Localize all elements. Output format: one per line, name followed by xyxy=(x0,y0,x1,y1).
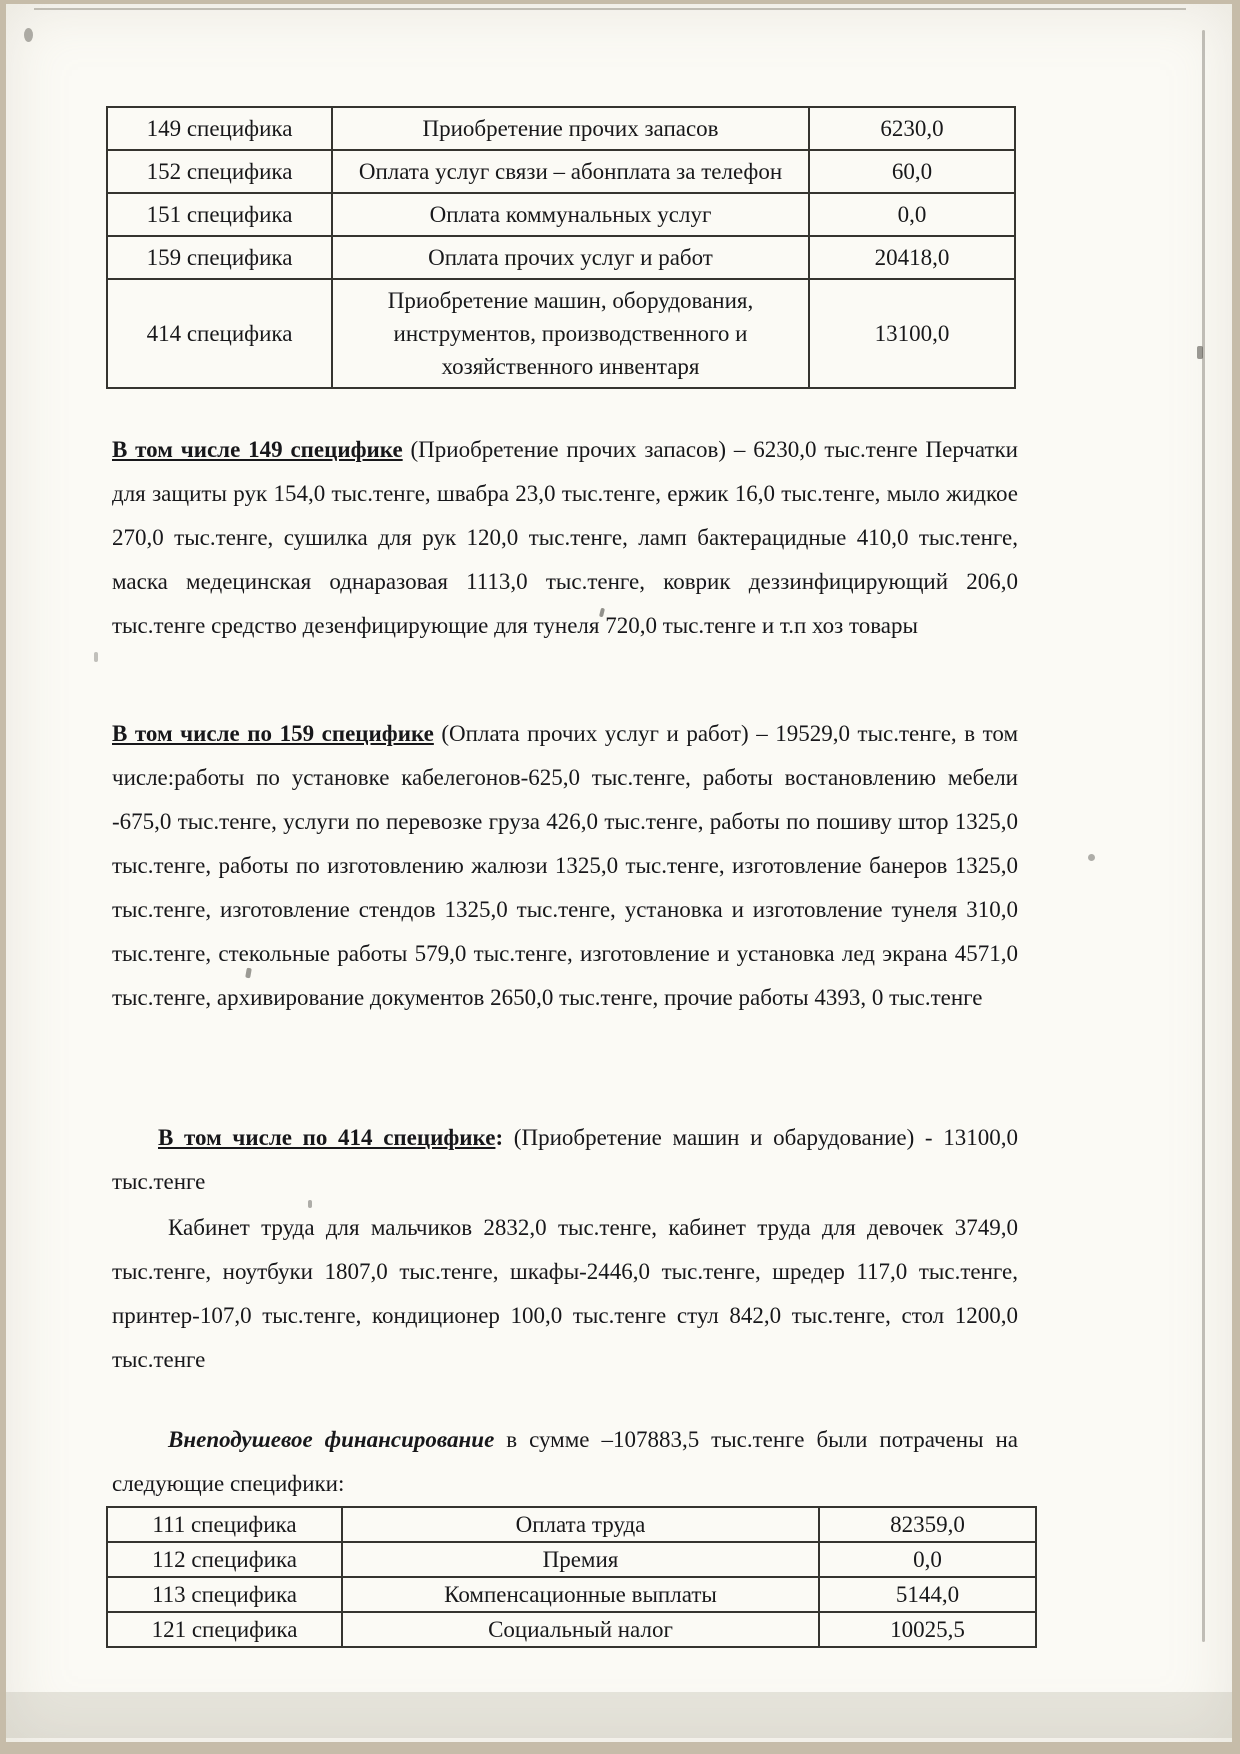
scanned-document-page xyxy=(6,4,1232,1742)
table-row xyxy=(107,236,1015,279)
spec-value-cell: 0,0 xyxy=(809,193,1015,236)
spec-name-cell: Оплата прочих услуг и работ xyxy=(332,236,809,279)
scan-corner-mark xyxy=(24,28,33,42)
specifics-table-top xyxy=(106,106,1016,389)
paragraph-414-text: (Приобретение машин и обарудование) - 13100,0 тыс.тенге xyxy=(112,1125,1018,1194)
spec-code-cell: 152 специфика xyxy=(107,150,332,193)
paragraph-equipment-list xyxy=(112,1206,1018,1382)
table-row xyxy=(107,1507,1036,1542)
paragraph-414-details xyxy=(112,1116,1018,1204)
scan-speck xyxy=(1197,346,1203,359)
paragraph-149-text: (Приобретение прочих запасов) – 6230,0 тыс.тенге Перчатки для защиты рук 154,0 тыс.тенге, швабра 23,0 тыс.тенге, ержик 16,0 тыс.тенге, мыло жидкое 270,0 тыс.тенге, сушилка для рук 120,0 тыс.тенге, ламп бактерацидные 410,0 тыс.тенге, маска медецинская однаразовая 1113,0 тыс.тенге, коврик деззинфицирующий 206,0 тыс.тенге средство дезенфицирующие для тунеля 720,0 тыс.тенге и т.п хоз товары xyxy=(112,437,1018,638)
paragraph-414-heading: В том числе по 414 специфике xyxy=(158,1125,496,1150)
table-row xyxy=(107,150,1015,193)
table-row xyxy=(107,1542,1036,1577)
table-row xyxy=(107,279,1015,388)
spec-code-cell: 112 специфика xyxy=(107,1542,342,1577)
scan-bottom-shadow-band xyxy=(6,1692,1232,1738)
paragraph-extra-funding xyxy=(112,1418,1018,1506)
spec-value-cell: 6230,0 xyxy=(809,107,1015,150)
paragraph-159-details xyxy=(112,712,1018,1020)
table-row xyxy=(107,107,1015,150)
spec-name-cell: Компенсационные выплаты xyxy=(342,1577,819,1612)
specifics-table-bottom xyxy=(106,1506,1037,1648)
scan-edge-right-line xyxy=(1202,30,1205,1642)
scan-speck xyxy=(1088,854,1095,861)
spec-name-cell: Оплата коммунальных услуг xyxy=(332,193,809,236)
spec-code-cell: 414 специфика xyxy=(107,279,332,388)
spec-value-cell: 0,0 xyxy=(819,1542,1036,1577)
table-row xyxy=(107,1577,1036,1612)
paragraph-159-text: (Оплата прочих услуг и работ) – 19529,0 тыс.тенге, в том числе:работы по установке кабелегонов-625,0 тыс.тенге, работы востановлению мебели -675,0 тыс.тенге, услуги по перевозке груза 426,0 тыс.тенге, работы по пошиву штор 1325,0 тыс.тенге, работы по изготовлению жалюзи 1325,0 тыс.тенге, изготовление банеров 1325,0 тыс.тенге, изготовление стендов 1325,0 тыс.тенге, установка и изготовление тунеля 310,0 тыс.тенге, стекольные работы 579,0 тыс.тенге, изготовление и установка лед экрана 4571,0 тыс.тенге, архивирование документов 2650,0 тыс.тенге, прочие работы 4393, 0 тыс.тенге xyxy=(112,721,1018,1010)
spec-code-cell: 111 специфика xyxy=(107,1507,342,1542)
spec-value-cell: 20418,0 xyxy=(809,236,1015,279)
paragraph-equipment-text: Кабинет труда для мальчиков 2832,0 тыс.тенге, кабинет труда для девочек 3749,0 тыс.тенге, ноутбуки 1807,0 тыс.тенге, шкафы-2446,0 тыс.тенге, шредер 117,0 тыс.тенге, принтер-107,0 тыс.тенге, кондиционер 100,0 тыс.тенге стул 842,0 тыс.тенге, стол 1200,0 тыс.тенге xyxy=(112,1215,1018,1372)
spec-value-cell: 82359,0 xyxy=(819,1507,1036,1542)
table-row xyxy=(107,193,1015,236)
spec-code-cell: 121 специфика xyxy=(107,1612,342,1647)
spec-code-cell: 149 специфика xyxy=(107,107,332,150)
spec-name-cell: Оплата услуг связи – абонплата за телефон xyxy=(332,150,809,193)
paragraph-149-heading: В том числе 149 специфике xyxy=(112,437,403,462)
extra-funding-heading: Внеподушевое финансирование xyxy=(168,1427,495,1452)
paragraph-159-heading: В том числе по 159 специфике xyxy=(112,721,434,746)
spec-value-cell: 5144,0 xyxy=(819,1577,1036,1612)
scan-speck xyxy=(94,652,98,662)
scan-edge-top-line xyxy=(34,8,1186,10)
paragraph-149-details xyxy=(112,428,1018,648)
spec-value-cell: 10025,5 xyxy=(819,1612,1036,1647)
paragraph-414-colon: : xyxy=(495,1125,504,1150)
spec-name-cell: Премия xyxy=(342,1542,819,1577)
spec-code-cell: 113 специфика xyxy=(107,1577,342,1612)
spec-name-cell: Приобретение машин, оборудования, инструментов, производственного и хозяйственного инвентаря xyxy=(332,279,809,388)
spec-name-cell: Оплата труда xyxy=(342,1507,819,1542)
spec-value-cell: 13100,0 xyxy=(809,279,1015,388)
spec-name-cell: Приобретение прочих запасов xyxy=(332,107,809,150)
extra-funding-text: в сумме –107883,5 тыс.тенге были потрачены на следующие специфики: xyxy=(112,1427,1018,1496)
spec-code-cell: 151 специфика xyxy=(107,193,332,236)
table-row xyxy=(107,1612,1036,1647)
spec-name-cell: Социальный налог xyxy=(342,1612,819,1647)
spec-code-cell: 159 специфика xyxy=(107,236,332,279)
spec-value-cell: 60,0 xyxy=(809,150,1015,193)
